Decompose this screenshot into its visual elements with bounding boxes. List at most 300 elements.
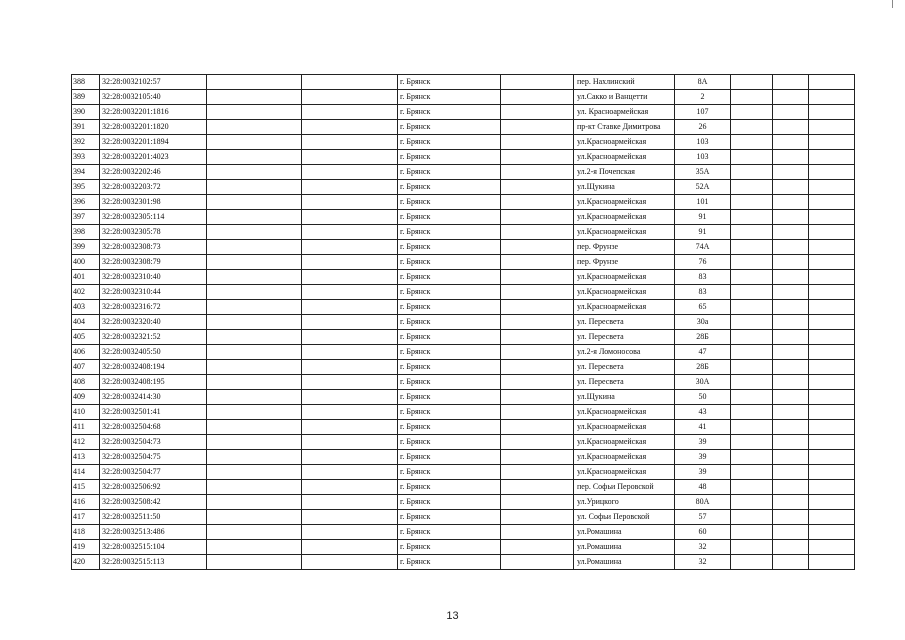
row-number-cell: 409 <box>72 390 100 405</box>
house-number-cell: 101 <box>675 195 731 210</box>
empty-cell <box>207 105 302 120</box>
empty-cell <box>731 240 773 255</box>
city-cell: г. Брянск <box>398 195 501 210</box>
empty-cell <box>207 75 302 90</box>
empty-cell <box>809 420 855 435</box>
empty-cell <box>302 420 398 435</box>
city-cell: г. Брянск <box>398 120 501 135</box>
city-cell: г. Брянск <box>398 225 501 240</box>
empty-cell <box>809 150 855 165</box>
city-cell: г. Брянск <box>398 270 501 285</box>
city-cell: г. Брянск <box>398 435 501 450</box>
cadastral-table <box>71 74 855 570</box>
empty-cell <box>773 435 809 450</box>
street-cell: ул. Пересвета <box>574 360 675 375</box>
row-number-cell: 418 <box>72 525 100 540</box>
empty-cell <box>731 480 773 495</box>
row-number-cell: 398 <box>72 225 100 240</box>
table-row <box>72 450 855 465</box>
empty-cell <box>731 165 773 180</box>
empty-cell <box>809 495 855 510</box>
street-cell: ул. Пересвета <box>574 315 675 330</box>
empty-cell <box>731 105 773 120</box>
house-number-cell: 41 <box>675 420 731 435</box>
empty-cell <box>809 360 855 375</box>
row-number-cell: 391 <box>72 120 100 135</box>
city-cell: г. Брянск <box>398 300 501 315</box>
empty-cell <box>501 480 574 495</box>
empty-cell <box>501 255 574 270</box>
empty-cell <box>809 405 855 420</box>
city-cell: г. Брянск <box>398 315 501 330</box>
empty-cell <box>207 345 302 360</box>
table-row <box>72 180 855 195</box>
house-number-cell: 83 <box>675 270 731 285</box>
empty-cell <box>809 345 855 360</box>
empty-cell <box>302 360 398 375</box>
cadastral-number-cell: 32:28:0032310:40 <box>100 270 207 285</box>
house-number-cell: 39 <box>675 450 731 465</box>
empty-cell <box>731 315 773 330</box>
empty-cell <box>207 255 302 270</box>
empty-cell <box>302 90 398 105</box>
row-number-cell: 392 <box>72 135 100 150</box>
empty-cell <box>773 165 809 180</box>
row-number-cell: 401 <box>72 270 100 285</box>
empty-cell <box>302 210 398 225</box>
city-cell: г. Брянск <box>398 75 501 90</box>
empty-cell <box>773 195 809 210</box>
empty-cell <box>809 315 855 330</box>
street-cell: ул.Красноармейская <box>574 270 675 285</box>
table-row <box>72 285 855 300</box>
city-cell: г. Брянск <box>398 90 501 105</box>
empty-cell <box>501 555 574 570</box>
cadastral-number-cell: 32:28:0032305:78 <box>100 225 207 240</box>
row-number-cell: 394 <box>72 165 100 180</box>
street-cell: пер. Софьи Перовской <box>574 480 675 495</box>
empty-cell <box>207 390 302 405</box>
empty-cell <box>207 225 302 240</box>
empty-cell <box>207 510 302 525</box>
empty-cell <box>302 405 398 420</box>
table-row <box>72 330 855 345</box>
empty-cell <box>207 285 302 300</box>
empty-cell <box>731 120 773 135</box>
empty-cell <box>809 465 855 480</box>
cadastral-number-cell: 32:28:0032316:72 <box>100 300 207 315</box>
row-number-cell: 405 <box>72 330 100 345</box>
cadastral-number-cell: 32:28:0032301:98 <box>100 195 207 210</box>
empty-cell <box>809 270 855 285</box>
cadastral-number-cell: 32:28:0032408:195 <box>100 375 207 390</box>
house-number-cell: 43 <box>675 405 731 420</box>
empty-cell <box>302 285 398 300</box>
cadastral-number-cell: 32:28:0032308:73 <box>100 240 207 255</box>
table-row <box>72 210 855 225</box>
empty-cell <box>302 120 398 135</box>
empty-cell <box>501 240 574 255</box>
empty-cell <box>731 75 773 90</box>
city-cell: г. Брянск <box>398 375 501 390</box>
empty-cell <box>773 480 809 495</box>
empty-cell <box>731 195 773 210</box>
cadastral-number-cell: 32:28:0032515:104 <box>100 540 207 555</box>
city-cell: г. Брянск <box>398 285 501 300</box>
empty-cell <box>501 435 574 450</box>
empty-cell <box>809 300 855 315</box>
empty-cell <box>501 135 574 150</box>
empty-cell <box>302 450 398 465</box>
empty-cell <box>501 225 574 240</box>
cadastral-number-cell: 32:28:0032102:57 <box>100 75 207 90</box>
row-number-cell: 410 <box>72 405 100 420</box>
city-cell: г. Брянск <box>398 555 501 570</box>
empty-cell <box>207 135 302 150</box>
empty-cell <box>809 120 855 135</box>
row-number-cell: 402 <box>72 285 100 300</box>
empty-cell <box>501 360 574 375</box>
cadastral-number-cell: 32:28:0032201:1816 <box>100 105 207 120</box>
empty-cell <box>773 210 809 225</box>
house-number-cell: 28Б <box>675 330 731 345</box>
street-cell: ул.Ромашина <box>574 540 675 555</box>
city-cell: г. Брянск <box>398 330 501 345</box>
table-row <box>72 300 855 315</box>
street-cell: пр-кт Ставке Димитрова <box>574 120 675 135</box>
empty-cell <box>773 465 809 480</box>
empty-cell <box>731 345 773 360</box>
empty-cell <box>773 75 809 90</box>
empty-cell <box>809 450 855 465</box>
row-number-cell: 404 <box>72 315 100 330</box>
empty-cell <box>302 165 398 180</box>
table-row <box>72 255 855 270</box>
empty-cell <box>302 240 398 255</box>
empty-cell <box>302 435 398 450</box>
empty-cell <box>207 480 302 495</box>
empty-cell <box>207 375 302 390</box>
city-cell: г. Брянск <box>398 180 501 195</box>
empty-cell <box>501 465 574 480</box>
street-cell: ул.Красноармейская <box>574 435 675 450</box>
street-cell: ул. Пересвета <box>574 330 675 345</box>
empty-cell <box>809 480 855 495</box>
cadastral-number-cell: 32:28:0032408:194 <box>100 360 207 375</box>
street-cell: ул.Красноармейская <box>574 150 675 165</box>
empty-cell <box>302 315 398 330</box>
empty-cell <box>302 105 398 120</box>
street-cell: ул. Красноармейская <box>574 105 675 120</box>
empty-cell <box>773 120 809 135</box>
empty-cell <box>731 135 773 150</box>
cadastral-number-cell: 32:28:0032511:50 <box>100 510 207 525</box>
empty-cell <box>731 90 773 105</box>
row-number-cell: 420 <box>72 555 100 570</box>
table-row <box>72 195 855 210</box>
table-row <box>72 240 855 255</box>
row-number-cell: 389 <box>72 90 100 105</box>
empty-cell <box>207 435 302 450</box>
empty-cell <box>809 375 855 390</box>
cadastral-number-cell: 32:28:0032320:40 <box>100 315 207 330</box>
city-cell: г. Брянск <box>398 105 501 120</box>
house-number-cell: 107 <box>675 105 731 120</box>
house-number-cell: 35А <box>675 165 731 180</box>
empty-cell <box>302 75 398 90</box>
cadastral-number-cell: 32:28:0032308:79 <box>100 255 207 270</box>
empty-cell <box>207 90 302 105</box>
table-row <box>72 465 855 480</box>
empty-cell <box>731 270 773 285</box>
empty-cell <box>501 285 574 300</box>
house-number-cell: 30а <box>675 315 731 330</box>
city-cell: г. Брянск <box>398 240 501 255</box>
cadastral-number-cell: 32:28:0032506:92 <box>100 480 207 495</box>
street-cell: ул.Красноармейская <box>574 225 675 240</box>
city-cell: г. Брянск <box>398 210 501 225</box>
empty-cell <box>731 495 773 510</box>
empty-cell <box>302 225 398 240</box>
table-row <box>72 135 855 150</box>
cadastral-number-cell: 32:28:0032504:75 <box>100 450 207 465</box>
empty-cell <box>302 555 398 570</box>
empty-cell <box>207 465 302 480</box>
empty-cell <box>731 390 773 405</box>
house-number-cell: 50 <box>675 390 731 405</box>
city-cell: г. Брянск <box>398 150 501 165</box>
table-row <box>72 555 855 570</box>
table-row <box>72 435 855 450</box>
empty-cell <box>809 210 855 225</box>
table-row <box>72 270 855 285</box>
empty-cell <box>731 180 773 195</box>
row-number-cell: 400 <box>72 255 100 270</box>
city-cell: г. Брянск <box>398 255 501 270</box>
empty-cell <box>207 165 302 180</box>
empty-cell <box>501 540 574 555</box>
empty-cell <box>501 210 574 225</box>
empty-cell <box>731 555 773 570</box>
empty-cell <box>207 270 302 285</box>
street-cell: ул.Урицкого <box>574 495 675 510</box>
empty-cell <box>809 285 855 300</box>
empty-cell <box>302 495 398 510</box>
empty-cell <box>809 240 855 255</box>
empty-cell <box>302 480 398 495</box>
empty-cell <box>302 180 398 195</box>
empty-cell <box>501 195 574 210</box>
empty-cell <box>773 105 809 120</box>
empty-cell <box>302 150 398 165</box>
empty-cell <box>501 180 574 195</box>
empty-cell <box>809 195 855 210</box>
empty-cell <box>773 270 809 285</box>
table-row <box>72 390 855 405</box>
empty-cell <box>773 495 809 510</box>
house-number-cell: 32 <box>675 555 731 570</box>
empty-cell <box>501 90 574 105</box>
empty-cell <box>731 225 773 240</box>
empty-cell <box>731 360 773 375</box>
city-cell: г. Брянск <box>398 390 501 405</box>
house-number-cell: 30А <box>675 375 731 390</box>
empty-cell <box>809 255 855 270</box>
empty-cell <box>731 540 773 555</box>
cadastral-number-cell: 32:28:0032310:44 <box>100 285 207 300</box>
row-number-cell: 407 <box>72 360 100 375</box>
empty-cell <box>773 285 809 300</box>
street-cell: ул.Щукина <box>574 180 675 195</box>
table-row <box>72 150 855 165</box>
house-number-cell: 76 <box>675 255 731 270</box>
empty-cell <box>302 195 398 210</box>
empty-cell <box>773 555 809 570</box>
empty-cell <box>207 315 302 330</box>
row-number-cell: 414 <box>72 465 100 480</box>
empty-cell <box>731 255 773 270</box>
house-number-cell: 103 <box>675 135 731 150</box>
street-cell: ул.Красноармейская <box>574 195 675 210</box>
city-cell: г. Брянск <box>398 480 501 495</box>
empty-cell <box>773 90 809 105</box>
empty-cell <box>809 180 855 195</box>
empty-cell <box>731 450 773 465</box>
house-number-cell: 26 <box>675 120 731 135</box>
empty-cell <box>501 315 574 330</box>
empty-cell <box>501 330 574 345</box>
empty-cell <box>809 225 855 240</box>
city-cell: г. Брянск <box>398 165 501 180</box>
empty-cell <box>302 510 398 525</box>
empty-cell <box>207 360 302 375</box>
house-number-cell: 103 <box>675 150 731 165</box>
empty-cell <box>501 120 574 135</box>
house-number-cell: 83 <box>675 285 731 300</box>
empty-cell <box>501 525 574 540</box>
row-number-cell: 417 <box>72 510 100 525</box>
empty-cell <box>501 345 574 360</box>
empty-cell <box>731 150 773 165</box>
empty-cell <box>302 330 398 345</box>
cadastral-number-cell: 32:28:0032305:114 <box>100 210 207 225</box>
row-number-cell: 419 <box>72 540 100 555</box>
cadastral-number-cell: 32:28:0032321:52 <box>100 330 207 345</box>
row-number-cell: 411 <box>72 420 100 435</box>
street-cell: пер. Фрунзе <box>574 240 675 255</box>
street-cell: ул.Ромашина <box>574 525 675 540</box>
empty-cell <box>773 525 809 540</box>
cadastral-number-cell: 32:28:0032508:42 <box>100 495 207 510</box>
house-number-cell: 60 <box>675 525 731 540</box>
city-cell: г. Брянск <box>398 495 501 510</box>
empty-cell <box>809 555 855 570</box>
table-row <box>72 120 855 135</box>
table-row <box>72 345 855 360</box>
row-number-cell: 390 <box>72 105 100 120</box>
row-number-cell: 413 <box>72 450 100 465</box>
empty-cell <box>773 405 809 420</box>
cadastral-number-cell: 32:28:0032414:30 <box>100 390 207 405</box>
street-cell: ул.Красноармейская <box>574 285 675 300</box>
empty-cell <box>207 300 302 315</box>
cadastral-number-cell: 32:28:0032105:40 <box>100 90 207 105</box>
empty-cell <box>207 450 302 465</box>
empty-cell <box>809 330 855 345</box>
empty-cell <box>207 555 302 570</box>
row-number-cell: 415 <box>72 480 100 495</box>
empty-cell <box>207 495 302 510</box>
empty-cell <box>501 495 574 510</box>
house-number-cell: 2 <box>675 90 731 105</box>
empty-cell <box>302 270 398 285</box>
empty-cell <box>302 135 398 150</box>
row-number-cell: 399 <box>72 240 100 255</box>
empty-cell <box>773 330 809 345</box>
house-number-cell: 48 <box>675 480 731 495</box>
empty-cell <box>773 420 809 435</box>
empty-cell <box>773 345 809 360</box>
street-cell: ул. Софьи Перовской <box>574 510 675 525</box>
street-cell: ул.Красноармейская <box>574 450 675 465</box>
street-cell: ул.Красноармейская <box>574 135 675 150</box>
empty-cell <box>731 405 773 420</box>
row-number-cell: 416 <box>72 495 100 510</box>
table-row <box>72 525 855 540</box>
city-cell: г. Брянск <box>398 465 501 480</box>
empty-cell <box>302 540 398 555</box>
empty-cell <box>302 375 398 390</box>
empty-cell <box>501 75 574 90</box>
cadastral-number-cell: 32:28:0032405:50 <box>100 345 207 360</box>
empty-cell <box>501 105 574 120</box>
cadastral-number-cell: 32:28:0032504:68 <box>100 420 207 435</box>
empty-cell <box>731 300 773 315</box>
empty-cell <box>501 420 574 435</box>
cadastral-number-cell: 32:28:0032504:77 <box>100 465 207 480</box>
empty-cell <box>773 540 809 555</box>
table-body <box>72 75 855 570</box>
empty-cell <box>302 255 398 270</box>
empty-cell <box>809 75 855 90</box>
empty-cell <box>501 165 574 180</box>
empty-cell <box>207 330 302 345</box>
cadastral-number-cell: 32:28:0032201:1894 <box>100 135 207 150</box>
cadastral-number-cell: 32:28:0032501:41 <box>100 405 207 420</box>
house-number-cell: 47 <box>675 345 731 360</box>
city-cell: г. Брянск <box>398 525 501 540</box>
house-number-cell: 91 <box>675 225 731 240</box>
empty-cell <box>773 225 809 240</box>
house-number-cell: 74А <box>675 240 731 255</box>
house-number-cell: 39 <box>675 435 731 450</box>
house-number-cell: 65 <box>675 300 731 315</box>
street-cell: ул.Красноармейская <box>574 210 675 225</box>
street-cell: ул.2-я Ломоносова <box>574 345 675 360</box>
street-cell: ул.Красноармейская <box>574 465 675 480</box>
empty-cell <box>302 345 398 360</box>
empty-cell <box>302 390 398 405</box>
empty-cell <box>773 450 809 465</box>
empty-cell <box>773 180 809 195</box>
table-row <box>72 225 855 240</box>
empty-cell <box>731 420 773 435</box>
empty-cell <box>773 150 809 165</box>
empty-cell <box>207 195 302 210</box>
empty-cell <box>773 390 809 405</box>
table-row <box>72 375 855 390</box>
street-cell: ул.Красноармейская <box>574 420 675 435</box>
